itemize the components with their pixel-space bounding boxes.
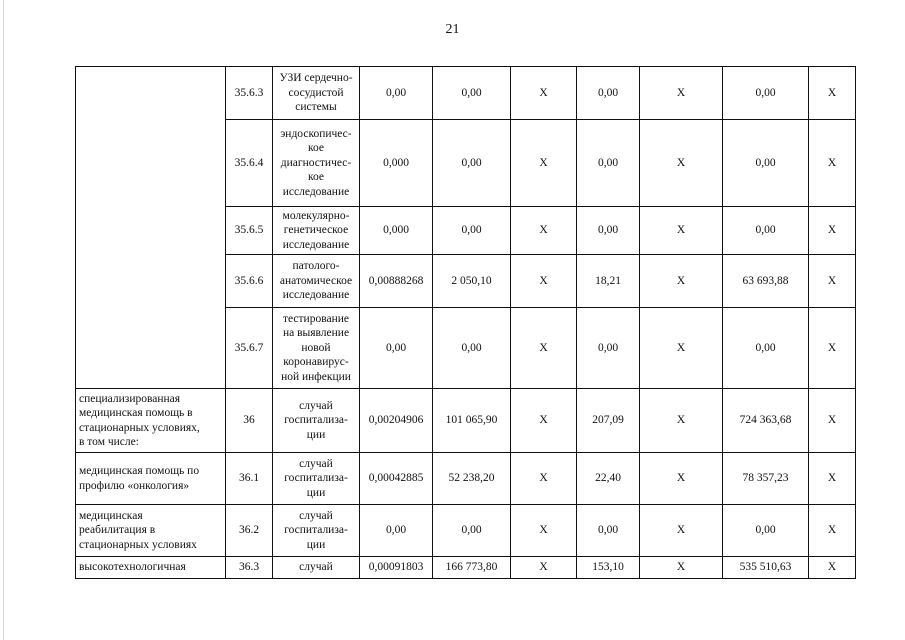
row-value-c5: X: [640, 557, 723, 579]
row-unit-line: случай: [299, 561, 333, 574]
tariff-table: [75, 66, 856, 579]
row-unit-line: исследование: [282, 185, 350, 198]
row-unit-line: ции: [306, 538, 326, 551]
row-value-c3: X: [511, 389, 577, 453]
row-value-c7: X: [809, 67, 856, 120]
row-value-c7: X: [809, 557, 856, 579]
row-value-c2: 0,00: [433, 308, 511, 389]
row-value-c1: 0,000: [360, 120, 433, 207]
row-unit-line: ции: [306, 486, 326, 499]
row-name-line: медицинская помощь по: [79, 465, 200, 477]
row-value-c7: X: [809, 207, 856, 255]
row-value-c4: 0,00: [577, 308, 640, 389]
row-name-cell: [76, 453, 226, 505]
row-value-c5: X: [640, 67, 723, 120]
row-unit-line: тестирование: [283, 312, 349, 325]
row-code: 36: [226, 389, 273, 453]
row-unit-line: госпитализа-: [284, 414, 348, 427]
row-value-c2: 0,00: [433, 505, 511, 557]
row-value-c4: 207,09: [577, 389, 640, 453]
row-name-cell: [76, 557, 226, 579]
row-value-c5: X: [640, 255, 723, 308]
row-unit-line: коронавирус-: [283, 356, 349, 369]
row-value-c2: 0,00: [433, 207, 511, 255]
row-value-c5: X: [640, 453, 723, 505]
row-unit: [273, 557, 360, 579]
row-code: 35.6.4: [226, 120, 273, 207]
row-value-c3: X: [511, 505, 577, 557]
row-name-line: стационарных условиях: [79, 538, 197, 551]
row-name-cell: [76, 67, 226, 389]
row-unit-line: ции: [306, 428, 326, 441]
row-unit-line: анатомическое: [279, 274, 353, 287]
row-code: 36.1: [226, 453, 273, 505]
row-value-c5: X: [640, 389, 723, 453]
row-value-c3: X: [511, 557, 577, 579]
table-row: [76, 453, 856, 505]
row-value-c6: 535 510,63: [723, 557, 809, 579]
row-value-c4: 0,00: [577, 67, 640, 120]
row-value-c2: 101 065,90: [433, 389, 511, 453]
row-value-c5: X: [640, 308, 723, 389]
row-value-c6: 0,00: [723, 207, 809, 255]
row-value-c2: 0,00: [433, 67, 511, 120]
row-value-c5: X: [640, 505, 723, 557]
row-name-cell: [76, 505, 226, 557]
row-value-c6: 78 357,23: [723, 453, 809, 505]
row-unit: [273, 255, 360, 308]
row-name-line: специализированная: [79, 392, 181, 405]
row-value-c6: 0,00: [723, 308, 809, 389]
row-code: 35.6.6: [226, 255, 273, 308]
row-value-c1: 0,00042885: [360, 453, 433, 505]
row-unit-line: системы: [295, 101, 337, 114]
row-unit: [273, 505, 360, 557]
row-value-c1: 0,00204906: [360, 389, 433, 453]
row-value-c6: 0,00: [723, 505, 809, 557]
row-unit-line: кое: [308, 171, 324, 184]
table-row: [76, 67, 856, 120]
row-name-line: реабилитация в: [79, 524, 156, 537]
row-value-c7: X: [809, 255, 856, 308]
row-value-c2: 2 050,10: [433, 255, 511, 308]
row-unit: [273, 308, 360, 389]
row-code: 36.2: [226, 505, 273, 557]
row-value-c4: 0,00: [577, 120, 640, 207]
row-unit-line: кое: [308, 142, 324, 155]
row-value-c4: 22,40: [577, 453, 640, 505]
row-value-c3: X: [511, 453, 577, 505]
row-unit: [273, 67, 360, 120]
row-value-c7: X: [809, 389, 856, 453]
row-value-c1: 0,00: [360, 67, 433, 120]
row-name-line: высокотехнологичная: [79, 561, 186, 574]
row-value-c2: 52 238,20: [433, 453, 511, 505]
row-unit: [273, 120, 360, 207]
row-code: 36.3: [226, 557, 273, 579]
row-value-c6: 0,00: [723, 120, 809, 207]
page-edge-line: [3, 0, 4, 640]
row-value-c4: 153,10: [577, 557, 640, 579]
table-row: [76, 505, 856, 557]
row-value-c7: X: [809, 120, 856, 207]
row-value-c5: X: [640, 207, 723, 255]
row-unit-line: генетическое: [283, 224, 349, 237]
row-value-c6: 0,00: [723, 67, 809, 120]
row-name-cell: [76, 389, 226, 453]
row-name-line: профилю «онкология»: [79, 479, 190, 492]
row-value-c3: X: [511, 207, 577, 255]
row-value-c3: X: [511, 255, 577, 308]
row-unit-line: сосудистой: [288, 86, 344, 99]
row-unit-line: случай: [299, 457, 333, 470]
row-value-c6: 724 363,68: [723, 389, 809, 453]
row-value-c3: X: [511, 308, 577, 389]
row-unit-line: ной инфекции: [281, 370, 351, 383]
row-unit-line: случай: [299, 399, 333, 412]
row-unit-line: случай: [299, 509, 333, 522]
table-row: [76, 557, 856, 579]
row-unit: [273, 389, 360, 453]
row-value-c4: 18,21: [577, 255, 640, 308]
row-unit-line: УЗИ сердечно-: [279, 72, 353, 85]
row-value-c4: 0,00: [577, 207, 640, 255]
row-name-line: медицинская помощь в: [79, 407, 193, 419]
row-unit-line: исследование: [282, 238, 350, 251]
row-value-c1: 0,00: [360, 308, 433, 389]
row-value-c3: X: [511, 120, 577, 207]
row-value-c3: X: [511, 67, 577, 120]
row-value-c7: X: [809, 505, 856, 557]
row-value-c7: X: [809, 453, 856, 505]
row-value-c6: 63 693,88: [723, 255, 809, 308]
row-name-line: стационарных условиях,: [79, 421, 200, 434]
row-code: 35.6.5: [226, 207, 273, 255]
table-row: [76, 389, 856, 453]
row-unit-line: госпитализа-: [284, 472, 348, 485]
page-number: 21: [445, 22, 460, 37]
row-unit-line: диагностичес-: [280, 156, 352, 169]
row-value-c4: 0,00: [577, 505, 640, 557]
row-unit: [273, 453, 360, 505]
row-unit-line: новой: [301, 341, 331, 354]
row-unit-line: на выявление: [282, 327, 350, 340]
row-value-c5: X: [640, 120, 723, 207]
row-code: 35.6.7: [226, 308, 273, 389]
row-unit-line: патолого-: [292, 260, 340, 273]
row-value-c2: 0,00: [433, 120, 511, 207]
row-unit-line: госпитализа-: [284, 524, 348, 537]
row-value-c1: 0,00888268: [360, 255, 433, 308]
row-value-c1: 0,00091803: [360, 557, 433, 579]
row-unit: [273, 207, 360, 255]
row-value-c1: 0,000: [360, 207, 433, 255]
row-unit-line: эндоскопичес-: [280, 127, 352, 140]
row-unit-line: исследование: [282, 289, 350, 302]
row-value-c7: X: [809, 308, 856, 389]
row-name-line: медицинская: [79, 509, 143, 522]
row-name-line: в том числе:: [79, 436, 139, 448]
row-value-c1: 0,00: [360, 505, 433, 557]
row-code: 35.6.3: [226, 67, 273, 120]
row-unit-line: молекулярно-: [282, 209, 350, 222]
row-value-c2: 166 773,80: [433, 557, 511, 579]
